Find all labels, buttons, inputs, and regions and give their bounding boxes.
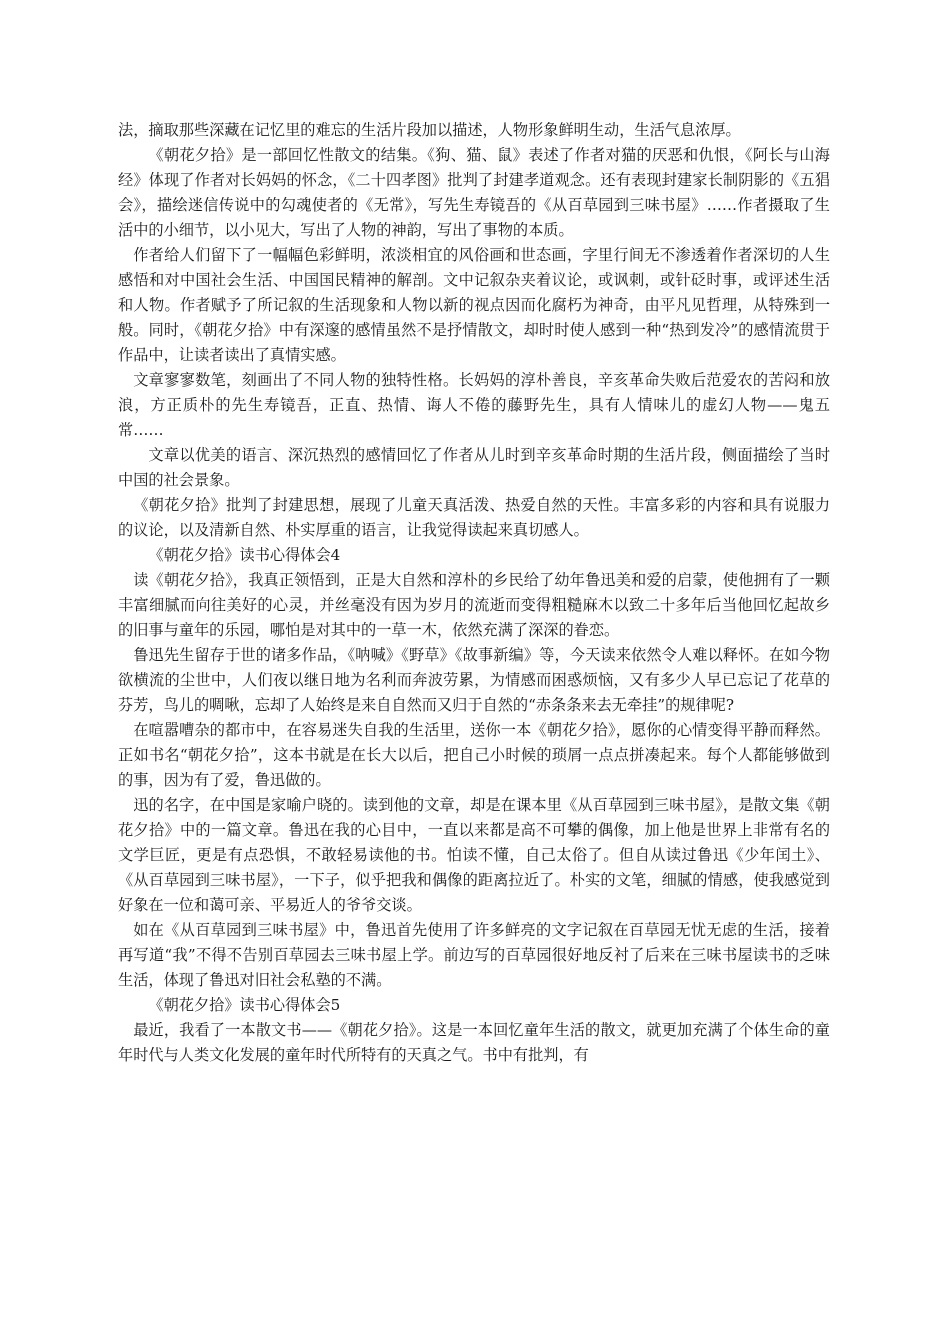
paragraph-recent-reading: 最近，我看了一本散文书——《朝花夕拾》。这是一本回忆童年生活的散文，就更加充满了个体生命的童年时代与人类文化发展的童年时代所特有的天真之气。书中有批判，有 (118, 1021, 830, 1064)
paragraph-continued: 法，摘取那些深藏在记忆里的难忘的生活片段加以描述，人物形象鲜明生动，生活气息浓厚。 (118, 121, 741, 139)
paragraph-language: 文章以优美的语言、深沉热烈的感情回忆了作者从儿时到辛亥革命时期的生活片段，侧面描绘了当时中国的社会景象。 (118, 446, 830, 489)
paragraph-works: 鲁迅先生留存于世的诸多作品，《呐喊》《野草》《故事新编》等，今天读来依然令人难以释怀。在如今物欲横流的尘世中，人们夜以继日地为名利而奔波劳累，为情感而困惑烦恼，又有多少人早已忘记了花草的芬芳，鸟儿的啁啾，忘却了人始终是来自自然而又归于自然的“赤条条来去无牵挂”的规律呢? (118, 646, 830, 714)
paragraph-nature-enlightenment: 读《朝花夕拾》，我真正领悟到，正是大自然和淳朴的乡民给了幼年鲁迅美和爱的启蒙，使他拥有了一颗丰富细腻而向往美好的心灵，并丝毫没有因为岁月的流逝而变得粗糙麻木以致二十多年后当他回忆起故乡的旧事与童年的乐园，哪怕是对其中的一草一木，依然充满了深深的眷恋。 (118, 571, 830, 639)
document-page (118, 118, 830, 1068)
paragraph-characters: 文章寥寥数笔，刻画出了不同人物的独特性格。长妈妈的淳朴善良，辛亥革命失败后范爱农的苦闷和放浪，方正质朴的先生寿镜吾，正直、热情、诲人不倦的藤野先生，具有人情味儿的虚幻人物——鬼五常…… (118, 371, 830, 439)
paragraph-genre-painting: 作者给人们留下了一幅幅色彩鲜明，浓淡相宜的风俗画和世态画，字里行间无不渗透着作者深切的人生感悟和对中国社会生活、中国国民精神的解剖。文中记叙杂夹着议论，或讽刺，或针砭时事，或评述生活和人物。作者赋予了所记叙的生活现象和人物以新的视点因而化腐朽为神奇，由平凡见哲理，从特殊到一般。同时，《朝花夕拾》中有深邃的感情虽然不是抒情散文，却时时使人感到一种“热到发冷”的感情流贯于作品中，让读者读出了真情实感。 (118, 246, 830, 364)
paragraph-city: 在喧嚣嘈杂的都市中，在容易迷失自我的生活里，送你一本《朝花夕拾》，愿你的心情变得平静而释然。正如书名“朝花夕拾”，这本书就是在长大以后，把自己小时候的琐屑一点点拼凑起来。每个人都能够做到的事，因为有了爱，鲁迅做的。 (118, 721, 830, 789)
paragraph-baicaoyuan: 如在《从百草园到三味书屋》中，鲁迅首先使用了许多鲜亮的文字记叙在百草园无忧无虑的生活，接着再写道“我”不得不告别百草园去三味书屋上学。前边写的百草园很好地反衬了后来在三味书屋读书的乏味生活，体现了鲁迅对旧社会私塾的不满。 (118, 921, 830, 989)
paragraph-book-overview: 《朝花夕拾》是一部回忆性散文的结集。《狗、猫、鼠》表述了作者对猫的厌恶和仇恨，《阿长与山海经》体现了作者对长妈妈的怀念，《二十四孝图》批判了封建孝道观念。还有表现封建家长制阴影的《五猖会》，描绘迷信传说中的勾魂使者的《无常》，写先生寿镜吾的《从百草园到三味书屋》……作者摄取了生活中的小细节，以小见大，写出了人物的神韵，写出了事物的本质。 (118, 146, 830, 239)
section-heading-5: 《朝花夕拾》读书心得体会5 (148, 996, 341, 1014)
section-heading-4: 《朝花夕拾》读书心得体会4 (148, 546, 341, 564)
paragraph-summary: 《朝花夕拾》批判了封建思想，展现了儿童天真活泼、热爱自然的天性。丰富多彩的内容和具有说服力的议论，以及清新自然、朴实厚重的语言，让我觉得读起来真切感人。 (118, 496, 830, 539)
paragraph-name-famous: 迅的名字，在中国是家喻户晓的。读到他的文章，却是在课本里《从百草园到三味书屋》，是散文集《朝花夕拾》中的一篇文章。鲁迅在我的心目中，一直以来都是高不可攀的偶像，加上他是世界上非常有名的文学巨匠，更是有点恐惧，不敢轻易读他的书。怕读不懂，自己太俗了。但自从读过鲁迅《少年闰土》、《从百草园到三味书屋》，一下子，似乎把我和偶像的距离拉近了。朴实的文笔，细腻的情感，使我感觉到好象在一位和蔼可亲、平易近人的爷爷交谈。 (118, 796, 830, 914)
